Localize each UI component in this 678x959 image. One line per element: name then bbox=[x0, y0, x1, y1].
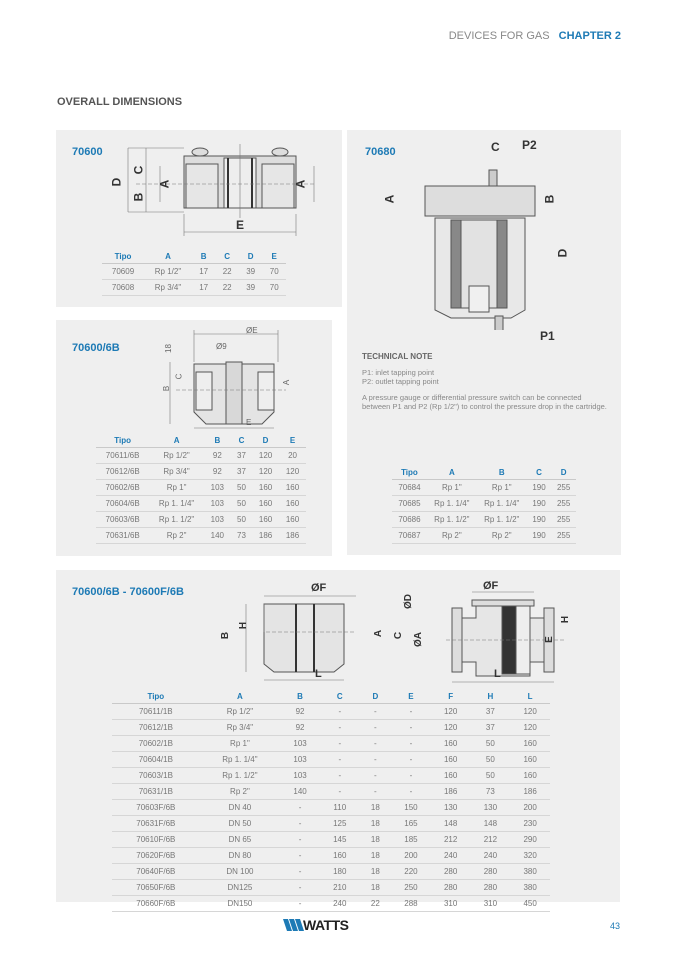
dim-label-L-left: L bbox=[315, 668, 322, 680]
cell: 103 bbox=[280, 736, 320, 752]
cell: Rp 1" bbox=[200, 736, 281, 752]
dim-label-A: A bbox=[282, 379, 292, 386]
table-row bbox=[112, 800, 550, 816]
cell: 17 bbox=[192, 280, 216, 296]
cell: - bbox=[360, 768, 391, 784]
cell: 70 bbox=[262, 264, 286, 280]
cell: 70640F/6B bbox=[112, 864, 200, 880]
table-row bbox=[112, 832, 550, 848]
cell: 70686 bbox=[392, 512, 427, 528]
dim-label-P2: P2 bbox=[522, 138, 537, 152]
dim-label-E: E bbox=[236, 218, 245, 232]
cell: - bbox=[320, 704, 360, 720]
diagram-70600F-6B-flanged bbox=[426, 580, 586, 685]
dim-label-OD: ØD bbox=[403, 594, 414, 609]
table-row bbox=[112, 704, 550, 720]
cell: 73 bbox=[231, 528, 252, 544]
cell: - bbox=[360, 704, 391, 720]
col-header: C bbox=[320, 690, 360, 704]
cell: 130 bbox=[431, 800, 471, 816]
cell: - bbox=[320, 736, 360, 752]
cell: 22 bbox=[215, 280, 239, 296]
cell: - bbox=[360, 752, 391, 768]
cell: Rp 3/4" bbox=[149, 464, 204, 480]
dim-label-B: B bbox=[131, 192, 146, 202]
cell: 22 bbox=[360, 896, 391, 912]
cell: Rp 1. 1/4" bbox=[427, 496, 477, 512]
table-row bbox=[96, 464, 306, 480]
cell: 103 bbox=[280, 768, 320, 784]
cell: 70 bbox=[262, 280, 286, 296]
cell: 255 bbox=[551, 512, 576, 528]
dim-label-D: D bbox=[109, 177, 124, 187]
cell: 73 bbox=[471, 784, 511, 800]
cell: 18 bbox=[360, 832, 391, 848]
cell: 70610F/6B bbox=[112, 832, 200, 848]
table-row bbox=[96, 512, 306, 528]
dim-label-OA: ØA bbox=[413, 632, 424, 647]
cell: 250 bbox=[391, 880, 431, 896]
dim-label-B: B bbox=[162, 385, 172, 392]
col-header: E bbox=[391, 690, 431, 704]
col-header: A bbox=[144, 250, 192, 264]
cell: 70608 bbox=[102, 280, 144, 296]
cell: 70612/1B bbox=[112, 720, 200, 736]
table-row bbox=[112, 864, 550, 880]
cell: 18 bbox=[360, 880, 391, 896]
cell: 120 bbox=[252, 448, 279, 464]
cell: 280 bbox=[471, 864, 511, 880]
cell: 255 bbox=[551, 496, 576, 512]
col-header: C bbox=[527, 466, 552, 480]
cell: 70603F/6B bbox=[112, 800, 200, 816]
cell: Rp 1. 1/2" bbox=[200, 768, 281, 784]
cell: 70609 bbox=[102, 264, 144, 280]
dim-label-C: C bbox=[131, 165, 146, 175]
diagram-70600 bbox=[116, 140, 336, 240]
cell: 212 bbox=[431, 832, 471, 848]
cell: 120 bbox=[431, 704, 471, 720]
cell: 320 bbox=[510, 848, 550, 864]
panel-70680 bbox=[347, 130, 621, 555]
cell: 280 bbox=[431, 864, 471, 880]
cell: - bbox=[320, 752, 360, 768]
cell: 290 bbox=[510, 832, 550, 848]
dim-label-C: C bbox=[393, 631, 405, 640]
cell: 160 bbox=[431, 736, 471, 752]
cell: 160 bbox=[279, 496, 306, 512]
cell: 37 bbox=[231, 464, 252, 480]
col-header: C bbox=[231, 434, 252, 448]
cell: 70685 bbox=[392, 496, 427, 512]
cell: Rp 1. 1/2" bbox=[149, 512, 204, 528]
cell: 140 bbox=[280, 784, 320, 800]
cell: - bbox=[391, 736, 431, 752]
col-header: E bbox=[262, 250, 286, 264]
cell: 70660F/6B bbox=[112, 896, 200, 912]
cell: 70604/1B bbox=[112, 752, 200, 768]
cell: Rp 3/4" bbox=[200, 720, 281, 736]
cell: 70612/6B bbox=[96, 464, 149, 480]
table-row bbox=[392, 512, 576, 528]
watts-logo bbox=[283, 917, 363, 938]
page-number: 43 bbox=[610, 921, 621, 931]
cell: 160 bbox=[252, 512, 279, 528]
note-heading: TECHNICAL NOTE bbox=[362, 352, 433, 361]
cell: - bbox=[391, 752, 431, 768]
cell: Rp 1. 1/4" bbox=[200, 752, 281, 768]
cell: - bbox=[320, 784, 360, 800]
cell: 120 bbox=[431, 720, 471, 736]
cell: 160 bbox=[252, 496, 279, 512]
dim-label-H-left: H bbox=[238, 621, 250, 630]
cell: Rp 1" bbox=[427, 480, 477, 496]
cell: Rp 1. 1/2" bbox=[427, 512, 477, 528]
cell: 240 bbox=[431, 848, 471, 864]
cell: - bbox=[391, 768, 431, 784]
table-header-row bbox=[112, 690, 550, 704]
col-header: A bbox=[149, 434, 204, 448]
cell: 50 bbox=[471, 752, 511, 768]
cell: Rp 1. 1/4" bbox=[477, 496, 527, 512]
cell: 220 bbox=[391, 864, 431, 880]
dim-label-18: 18 bbox=[163, 344, 173, 353]
table-row bbox=[96, 528, 306, 544]
cell: DN 80 bbox=[200, 848, 281, 864]
note-paragraph: A pressure gauge or differential pressure switch can be connected between P1 and P2 (Rp 1/2") to control the pressure drop in the cartridge. bbox=[362, 392, 607, 411]
cell: 103 bbox=[280, 752, 320, 768]
cell: 160 bbox=[279, 480, 306, 496]
cell: 20 bbox=[279, 448, 306, 464]
cell: 280 bbox=[431, 880, 471, 896]
cell: 92 bbox=[280, 704, 320, 720]
cell: 186 bbox=[510, 784, 550, 800]
cell: 120 bbox=[510, 720, 550, 736]
cell: - bbox=[280, 896, 320, 912]
dim-label-B: B bbox=[542, 194, 557, 204]
cell: 380 bbox=[510, 880, 550, 896]
cell: 70602/1B bbox=[112, 736, 200, 752]
cell: 110 bbox=[320, 800, 360, 816]
cell: Rp 2" bbox=[427, 528, 477, 544]
table-70600F-6B bbox=[112, 690, 550, 912]
cell: 18 bbox=[360, 800, 391, 816]
brand-name: WATTS bbox=[303, 917, 349, 933]
cell: 190 bbox=[527, 528, 552, 544]
cell: 160 bbox=[510, 768, 550, 784]
cell: 92 bbox=[204, 448, 231, 464]
cell: 160 bbox=[320, 848, 360, 864]
table-row bbox=[392, 480, 576, 496]
note-line-p2: P2: outlet tapping point bbox=[362, 377, 439, 386]
table-header-row bbox=[96, 434, 306, 448]
cell: 70631/1B bbox=[112, 784, 200, 800]
cell: - bbox=[391, 720, 431, 736]
cell: 70620F/6B bbox=[112, 848, 200, 864]
cell: 190 bbox=[527, 480, 552, 496]
cell: 50 bbox=[231, 512, 252, 528]
panel-70600 bbox=[56, 130, 342, 307]
col-header: B bbox=[204, 434, 231, 448]
cell: 50 bbox=[231, 496, 252, 512]
panel-title: 70600/6B bbox=[72, 342, 120, 354]
col-header: L bbox=[510, 690, 550, 704]
cell: 92 bbox=[280, 720, 320, 736]
cell: 160 bbox=[252, 480, 279, 496]
cell: DN125 bbox=[200, 880, 281, 896]
dim-label-A: A bbox=[373, 629, 385, 638]
cell: 50 bbox=[471, 768, 511, 784]
cell: 160 bbox=[510, 752, 550, 768]
cell: 380 bbox=[510, 864, 550, 880]
cell: 37 bbox=[471, 720, 511, 736]
cell: 310 bbox=[471, 896, 511, 912]
table-row bbox=[96, 480, 306, 496]
cell: 125 bbox=[320, 816, 360, 832]
dim-label-L-right: L bbox=[494, 668, 501, 680]
page-header bbox=[449, 30, 621, 42]
dim-label-OF-left: ØF bbox=[311, 582, 327, 594]
col-header: Tipo bbox=[96, 434, 149, 448]
cell: 70687 bbox=[392, 528, 427, 544]
cell: Rp 2" bbox=[149, 528, 204, 544]
cell: - bbox=[280, 880, 320, 896]
table-row bbox=[112, 848, 550, 864]
cell: 240 bbox=[471, 848, 511, 864]
cell: Rp 1. 1/4" bbox=[149, 496, 204, 512]
cell: - bbox=[360, 784, 391, 800]
col-header: H bbox=[471, 690, 511, 704]
dim-label-O9: Ø9 bbox=[216, 342, 227, 351]
dim-label-C: C bbox=[174, 373, 184, 380]
table-row bbox=[112, 816, 550, 832]
col-header: D bbox=[252, 434, 279, 448]
cell: Rp 2" bbox=[477, 528, 527, 544]
col-header: Tipo bbox=[112, 690, 200, 704]
col-header: D bbox=[360, 690, 391, 704]
col-header: B bbox=[477, 466, 527, 480]
table-row bbox=[112, 768, 550, 784]
cell: 120 bbox=[279, 464, 306, 480]
panel-title: 70600 bbox=[72, 146, 103, 158]
col-header: A bbox=[200, 690, 281, 704]
cell: 230 bbox=[510, 816, 550, 832]
cell: 22 bbox=[215, 264, 239, 280]
cell: 103 bbox=[204, 496, 231, 512]
page-title: OVERALL DIMENSIONS bbox=[57, 96, 183, 108]
cell: 200 bbox=[510, 800, 550, 816]
note-line-p1: P1: inlet tapping point bbox=[362, 367, 435, 377]
table-70600 bbox=[102, 250, 286, 296]
cell: 70631/6B bbox=[96, 528, 149, 544]
cell: Rp 1" bbox=[149, 480, 204, 496]
cell: 150 bbox=[391, 800, 431, 816]
cell: Rp 1/2" bbox=[200, 704, 281, 720]
cell: - bbox=[320, 720, 360, 736]
cell: 39 bbox=[239, 264, 263, 280]
cell: 70603/6B bbox=[96, 512, 149, 528]
cell: 103 bbox=[204, 512, 231, 528]
cell: 70684 bbox=[392, 480, 427, 496]
cell: 186 bbox=[431, 784, 471, 800]
col-header: B bbox=[192, 250, 216, 264]
table-header-row bbox=[102, 250, 286, 264]
table-row bbox=[112, 720, 550, 736]
cell: 39 bbox=[239, 280, 263, 296]
cell: Rp 1/2" bbox=[144, 264, 192, 280]
panel-70600-6B bbox=[56, 320, 332, 556]
cell: 210 bbox=[320, 880, 360, 896]
table-row bbox=[112, 880, 550, 896]
dim-label-D: D bbox=[555, 248, 570, 258]
cell: - bbox=[391, 784, 431, 800]
dim-label-B: B bbox=[220, 631, 232, 640]
dim-label-E: E bbox=[543, 636, 555, 643]
col-header: F bbox=[431, 690, 471, 704]
cell: 130 bbox=[471, 800, 511, 816]
cell: Rp 3/4" bbox=[144, 280, 192, 296]
table-row bbox=[96, 496, 306, 512]
cell: 180 bbox=[320, 864, 360, 880]
cell: 50 bbox=[231, 480, 252, 496]
cell: 50 bbox=[471, 736, 511, 752]
cell: DN 65 bbox=[200, 832, 281, 848]
cell: 255 bbox=[551, 480, 576, 496]
cell: 240 bbox=[320, 896, 360, 912]
cell: 103 bbox=[204, 480, 231, 496]
cell: 70650F/6B bbox=[112, 880, 200, 896]
cell: 120 bbox=[510, 704, 550, 720]
cell: 186 bbox=[279, 528, 306, 544]
section-label: DEVICES FOR GAS bbox=[448, 30, 550, 42]
dim-label-OF-right: ØF bbox=[483, 580, 499, 592]
cell: 70611/1B bbox=[112, 704, 200, 720]
col-header: Tipo bbox=[392, 466, 427, 480]
cell: Rp 1/2" bbox=[149, 448, 204, 464]
dim-label-A-right: A bbox=[293, 179, 308, 189]
table-row bbox=[112, 896, 550, 912]
cell: - bbox=[320, 768, 360, 784]
cell: 450 bbox=[510, 896, 550, 912]
cell: 92 bbox=[204, 464, 231, 480]
cell: 280 bbox=[471, 880, 511, 896]
col-header: D bbox=[551, 466, 576, 480]
table-row bbox=[96, 448, 306, 464]
cell: DN 100 bbox=[200, 864, 281, 880]
table-row bbox=[112, 752, 550, 768]
table-row bbox=[102, 264, 286, 280]
cell: 70602/6B bbox=[96, 480, 149, 496]
cell: 37 bbox=[231, 448, 252, 464]
col-header: B bbox=[280, 690, 320, 704]
chapter-label: CHAPTER 2 bbox=[558, 30, 621, 42]
cell: - bbox=[280, 816, 320, 832]
panel-title: 70600/6B - 70600F/6B bbox=[72, 586, 184, 598]
cell: 165 bbox=[391, 816, 431, 832]
cell: 185 bbox=[391, 832, 431, 848]
panel-70600F-6B bbox=[56, 570, 620, 908]
dim-label-H-right: H bbox=[560, 615, 572, 624]
cell: 18 bbox=[360, 848, 391, 864]
table-row bbox=[392, 496, 576, 512]
cell: 148 bbox=[431, 816, 471, 832]
diagram-70600-6B-threaded bbox=[226, 580, 366, 685]
cell: 160 bbox=[510, 736, 550, 752]
cell: 186 bbox=[252, 528, 279, 544]
col-header: D bbox=[239, 250, 263, 264]
dim-label-OE: ØE bbox=[246, 326, 258, 335]
cell: Rp 1" bbox=[477, 480, 527, 496]
table-70680 bbox=[392, 466, 576, 544]
cell: 120 bbox=[252, 464, 279, 480]
cell: 70631F/6B bbox=[112, 816, 200, 832]
col-header: E bbox=[279, 434, 306, 448]
cell: DN150 bbox=[200, 896, 281, 912]
diagram-70680 bbox=[407, 160, 570, 330]
cell: 70604/6B bbox=[96, 496, 149, 512]
cell: 288 bbox=[391, 896, 431, 912]
cell: 255 bbox=[551, 528, 576, 544]
cell: - bbox=[280, 848, 320, 864]
table-row bbox=[392, 528, 576, 544]
cell: Rp 2" bbox=[200, 784, 281, 800]
cell: 37 bbox=[471, 704, 511, 720]
table-row bbox=[112, 784, 550, 800]
cell: 70603/1B bbox=[112, 768, 200, 784]
cell: - bbox=[360, 736, 391, 752]
col-header: Tipo bbox=[102, 250, 144, 264]
dim-label-A-left: A bbox=[157, 179, 172, 189]
cell: DN 40 bbox=[200, 800, 281, 816]
cell: 140 bbox=[204, 528, 231, 544]
cell: 148 bbox=[471, 816, 511, 832]
cell: 70611/6B bbox=[96, 448, 149, 464]
cell: 160 bbox=[279, 512, 306, 528]
table-row bbox=[102, 280, 286, 296]
col-header: C bbox=[215, 250, 239, 264]
dim-label-A: A bbox=[382, 194, 397, 204]
cell: - bbox=[360, 720, 391, 736]
table-header-row bbox=[392, 466, 576, 480]
cell: 160 bbox=[431, 752, 471, 768]
cell: 145 bbox=[320, 832, 360, 848]
cell: - bbox=[391, 704, 431, 720]
cell: DN 50 bbox=[200, 816, 281, 832]
cell: 160 bbox=[431, 768, 471, 784]
technical-note bbox=[362, 352, 607, 418]
dim-label-C: C bbox=[491, 140, 500, 154]
cell: - bbox=[280, 832, 320, 848]
cell: - bbox=[280, 864, 320, 880]
cell: 200 bbox=[391, 848, 431, 864]
dim-label-E: E bbox=[246, 418, 252, 427]
col-header: A bbox=[427, 466, 477, 480]
cell: 190 bbox=[527, 512, 552, 528]
dim-label-P1: P1 bbox=[540, 329, 555, 343]
cell: 17 bbox=[192, 264, 216, 280]
cell: - bbox=[280, 800, 320, 816]
cell: 18 bbox=[360, 864, 391, 880]
panel-title: 70680 bbox=[365, 146, 396, 158]
cell: Rp 1. 1/2" bbox=[477, 512, 527, 528]
cell: 18 bbox=[360, 816, 391, 832]
table-row bbox=[112, 736, 550, 752]
cell: 310 bbox=[431, 896, 471, 912]
cell: 212 bbox=[471, 832, 511, 848]
cell: 190 bbox=[527, 496, 552, 512]
table-70600-6B bbox=[96, 434, 306, 544]
